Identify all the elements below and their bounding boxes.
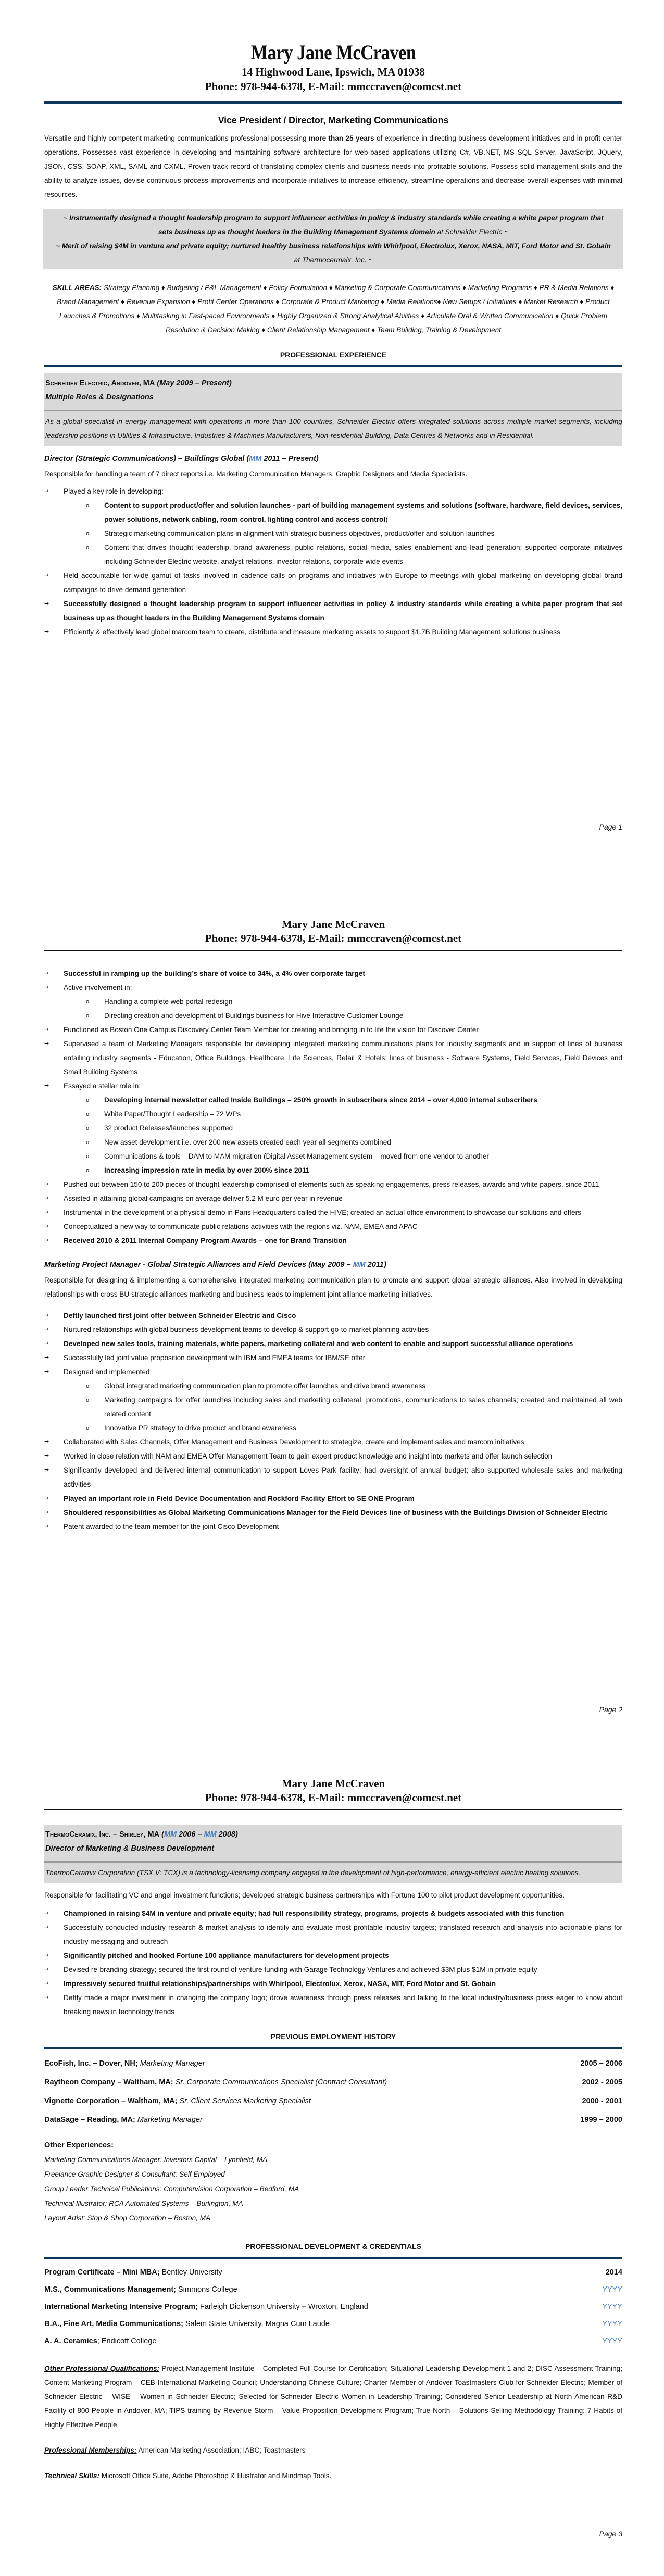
role-intro: Responsible for designing & implementing a comprehensive integrated marketing communication plan to promote and support global strategic alliances. Also involved in developing relationships with cross BU strategic alliances marketing and business leads to implement joint alliance marketing initiatives.: [44, 1276, 622, 1298]
arrow-bullet-icon: ➞: [44, 1523, 49, 1529]
candidate-contact: Phone: 978-944-6378, E-Mail: mmccraven@comcst.net: [205, 932, 462, 945]
list-item: ➞ Patent awarded to the team member for the joint Cisco Development: [44, 1519, 622, 1534]
role-title: Director (Strategic Communications) – Buildings Global (MM 2011 – Present): [44, 455, 319, 463]
arrow-bullet-icon: ➞: [44, 1495, 49, 1501]
other-experience-item: Freelance Graphic Designer & Consultant: Self Employed: [44, 2170, 225, 2178]
technical-skills: Technical Skills: Microsoft Office Suite, Adobe Photoshop & Illustrator and Mindmap Tools.: [44, 2472, 332, 2480]
achievement-list: [44, 1309, 622, 1534]
list-item: ➞ Worked in close relation with NAM and EMEA Offer Management Team to gain expert product knowledge and insight into markets and offer launch selection: [44, 1449, 622, 1463]
list-item: ➞ Significantly pitched and hooked Fortune 100 appliance manufacturers for development projects: [44, 1949, 622, 1963]
credential-row: M.S., Communications Management; Simmons College YYYY: [44, 2281, 622, 2298]
list-item: ➞ Active involvement in: o Handling a complete web portal redesign o Directing creation and development of Buildings business for Hive Interactive Customer Lounge: [44, 981, 622, 1023]
section-title-previous-employment: PREVIOUS EMPLOYMENT HISTORY: [270, 2032, 396, 2041]
list-item: ➞ Assisted in attaining global campaigns on average deliver 5.2 M euro per year in revenue: [44, 1191, 622, 1205]
arrow-bullet-icon: ➞: [44, 1340, 49, 1347]
circle-bullet-icon: o: [86, 531, 90, 537]
arrow-bullet-icon: ➞: [44, 1910, 49, 1916]
other-experience-item: Layout Artist: Stop & Shop Corporation – Boston, MA: [44, 2214, 211, 2222]
arrow-bullet-icon: ➞: [44, 1924, 49, 1930]
company-description: ThermoCeramix Corporation (TSX.V: TCX) is a technology-licensing company engaged in the development of high-performance, energy-efficient electric heating solutions.: [45, 1869, 581, 1877]
previous-employment-list: [44, 2054, 622, 2129]
arrow-bullet-icon: ➞: [44, 1237, 49, 1243]
arrow-bullet-icon: ➞: [44, 970, 49, 976]
date-placeholder: MM: [249, 455, 262, 463]
company-dates: (MM 2006 – MM 2008): [161, 1830, 238, 1839]
year-placeholder: YYYY: [602, 2285, 622, 2294]
sub-list-item: o Handling a complete web portal redesign: [44, 995, 622, 1009]
sub-list-item: o Communications & tools – DAM to MAM migration (Digital Asset Management system – moved from one vendor to another: [44, 1149, 622, 1163]
sub-list-item: o 32 product Releases/launches supported: [44, 1121, 622, 1135]
page-number: Page 3: [599, 2530, 622, 2538]
highlight-item: ~ Merit of raising $4M in venture and private equity; nurtured healthy business relationships with Whirlpool, Electrolux, Xerox, NASA, MIT, Ford Motor and St. Gobain at Thermocermaix, Inc. ~: [56, 242, 611, 264]
achievement-list: [44, 966, 622, 1248]
list-item: ➞ Deftly made a major investment in changing the company logo; drove awareness through press releases and talking to the local industry/business press eager to know about breaking news in technology trends: [44, 1991, 622, 2019]
sub-list-item: o Marketing campaigns for offer launches including sales and marketing collateral, promotions, communications to sales channels; created and maintained all web related content: [44, 1393, 622, 1421]
company-header-thermoceramix: [44, 1825, 622, 1883]
role-title: Director of Marketing & Business Development: [45, 1844, 214, 1853]
circle-bullet-icon: o: [86, 502, 90, 509]
list-item: ➞ Collaborated with Sales Channels, Offer Management and Business Development to strategize, create and implement sales and marcom initiatives: [44, 1435, 622, 1449]
page-number: Page 2: [599, 1705, 622, 1714]
list-item: ➞ Championed in raising $4M in venture and private equity; had full responsibility strategy, programs, projects & budgets associated with this function: [44, 1906, 622, 1920]
list-item: ➞ Pushed out between 150 to 200 pieces of thought leadership comprised of elements such as speaking engagements, press releases, awards and white papers, since 2011: [44, 1177, 622, 1191]
arrow-bullet-icon: ➞: [44, 572, 49, 579]
list-item: ➞ Efficiently & effectively lead global marcom team to create, distribute and measure marketing assets to support $1.7B Building Management solutions business: [44, 625, 622, 639]
credentials-list: [44, 2264, 622, 2350]
arrow-bullet-icon: ➞: [44, 600, 49, 607]
skill-areas-label: SKILL AREAS:: [52, 284, 102, 292]
sub-list-item: o Developing internal newsletter called Inside Buildings – 250% growth in subscribers since 2014 – over 4,000 internal subscribers: [44, 1093, 622, 1107]
sub-list-item: o Innovative PR strategy to drive product and brand awareness: [44, 1421, 622, 1435]
circle-bullet-icon: o: [86, 1125, 90, 1132]
page-number: Page 1: [599, 823, 622, 831]
resume-page-1: [0, 0, 664, 859]
year-placeholder: YYYY: [602, 2337, 622, 2345]
section-divider: [44, 2257, 622, 2259]
employment-row: EcoFish, Inc. – Dover, NH; Marketing Manager 2005 – 2006: [44, 2059, 622, 2068]
arrow-bullet-icon: ➞: [44, 1994, 49, 2001]
other-experiences-heading: Other Experiences:: [44, 2141, 114, 2150]
sub-list-item: o Strategic marketing communication plans in alignment with strategic business objectives, product/offer and solution launches: [44, 526, 622, 541]
arrow-bullet-icon: ➞: [44, 1312, 49, 1318]
arrow-bullet-icon: ➞: [44, 1040, 49, 1047]
achievement-list: [44, 484, 622, 639]
candidate-name: Mary Jane McCraven: [281, 1777, 385, 1790]
list-item: ➞ Deftly launched first joint offer between Schneider Electric and Cisco: [44, 1309, 622, 1323]
arrow-bullet-icon: ➞: [44, 1453, 49, 1459]
employment-row: Vignette Corporation – Waltham, MA; Sr. Client Services Marketing Specialist 2000 - 2001: [44, 2097, 622, 2105]
other-experience-item: Group Leader Technical Publications: Computervision Corporation – Bedford, MA: [44, 2185, 299, 2193]
list-item: ➞ Supervised a team of Marketing Managers responsible for developing integrated marketing communications plans for industry segments and in support of lines of business entailing industry segments - Education, Office Buildings, Healthcare, Life Sciences, Retail & Hotels; lines of business - Software Systems, Field Services, Field Devices and Small Building Systems: [44, 1037, 622, 1079]
highlight-item: ~ Instrumentally designed a thought leadership program to support influencer activities in policy & industry standards while creating a white paper program that sets business up as thought leaders in the Building Management Systems domain at Schneider Electric ~: [63, 214, 604, 236]
sub-list-item: o Increasing impression rate in media by over 200% since 2011: [44, 1163, 622, 1177]
company-subtitle: Multiple Roles & Designations: [45, 393, 154, 401]
year-placeholder: YYYY: [602, 2303, 622, 2311]
list-item: ➞ Nurtured relationships with global business development teams to develop & support go-to-market planning activities: [44, 1323, 622, 1337]
circle-bullet-icon: o: [86, 1425, 90, 1431]
list-item: ➞ Played a key role in developing: o Content to support product/offer and solution launches - part of building management systems and solutions (software, hardware, field devices, services, power solutions, network cabling, room control, lighting control and access control) o Strategic marketing communication plans in alignment with strategic business objectives, product/offer and solution launches o Content that drives thought leadership, brand awareness, public relations, social media, sales enablement and lead generation; supported corporate initiatives including Schneider Electric website, analyst relations, investor relations, corporate wide events: [44, 484, 622, 569]
section-divider: [44, 2047, 622, 2049]
professional-headline: Vice President / Director, Marketing Communications: [218, 115, 449, 125]
circle-bullet-icon: o: [86, 1111, 90, 1117]
employment-row: DataSage – Reading, MA; Marketing Manager 1999 – 2000: [44, 2116, 622, 2124]
arrow-bullet-icon: ➞: [44, 1354, 49, 1361]
section-title-experience: PROFESSIONAL EXPERIENCE: [280, 350, 387, 359]
sub-list-item: o Directing creation and development of Buildings business for Hive Interactive Customer Lounge: [44, 1009, 622, 1023]
list-item: ➞ Successfully conducted industry research & market analysis to identify and evaluate most profitable industry targets; translated research and analysis into actionable plans for industry messaging and outreach: [44, 1920, 622, 1949]
other-experience-item: Technical Illustrator: RCA Automated Systems – Burlington, MA: [44, 2200, 243, 2207]
arrow-bullet-icon: ➞: [44, 488, 49, 494]
list-item: ➞ Conceptualized a new way to communicate public relations activities with the regions viz. NAM, EMEA and APAC: [44, 1220, 622, 1234]
list-item: ➞ Played an important role in Field Device Documentation and Rockford Facility Effort to SE ONE Program: [44, 1491, 622, 1505]
arrow-bullet-icon: ➞: [44, 1952, 49, 1958]
company-header-schneider: [44, 373, 622, 446]
sub-list-item: o Content to support product/offer and solution launches - part of building management systems and solutions (software, hardware, field devices, services, power solutions, network cabling, room control, lighting control and access control): [44, 498, 622, 526]
company-description: As a global specialist in energy management with operations in more than 100 countries, Schneider Electric offers integrated solutions across multiple market segments, including leadership positions in Utilities & Infrastructure, Industries & Machines Manufacturers, Non-residential Building, Data Centres & Networks and in Residential.: [45, 418, 622, 439]
resume-page-2: [0, 859, 664, 1718]
circle-bullet-icon: o: [86, 1383, 90, 1389]
role-title: Marketing Project Manager - Global Strategic Alliances and Field Devices (May 2009 – MM 2011): [44, 1261, 386, 1269]
list-item: ➞ Functioned as Boston One Campus Discovery Center Team Member for creating and bringing in to life the vision for Discover Center: [44, 1023, 622, 1037]
arrow-bullet-icon: ➞: [44, 1326, 49, 1333]
date-placeholder: MM: [164, 1830, 177, 1839]
list-item: ➞ Instrumental in the development of a physical demo in Paris Headquarters called the HIVE; created an actual office environment to showcase our solutions and offers: [44, 1205, 622, 1220]
sub-list-item: o White Paper/Thought Leadership – 72 WPs: [44, 1107, 622, 1121]
list-item: ➞ Essayed a stellar role in: o Developing internal newsletter called Inside Buildings – 250% growth in subscribers since 2014 – over 4,000 internal subscribers o White Paper/Thought Leadership – 72 WPs o 32 product Releases/launches supported o New asset development i.e. over 200 new assets created each year all segments combined o Communications & tools – DAM to MAM migration (Digital Asset Management system – moved from one vendor to another o Increasing impression rate in media by over 200% since 2011: [44, 1079, 622, 1177]
candidate-contact: Phone: 978-944-6378, E-Mail: mmccraven@comcst.net: [205, 1791, 462, 1804]
circle-bullet-icon: o: [86, 1013, 90, 1019]
candidate-address: 14 Highwood Lane, Ipswich, MA 01938: [242, 66, 425, 78]
arrow-bullet-icon: ➞: [44, 984, 49, 990]
circle-bullet-icon: o: [86, 1153, 90, 1160]
arrow-bullet-icon: ➞: [44, 1083, 49, 1089]
other-qualifications: Other Professional Qualifications: Project Management Institute – Completed Full Course for Certification; Situational Leadership Development 1 and 2; DISC Assessment Training; Content Marketing Program – CEB International Marketing Council; Understanding Chinese Culture; Charter Member of Andover Toastmasters Club for Schneider Electric; Member of Schneider Electric – WISE – Women in Schneider Electric; Selected for Schneider Electric Women in Leadership Training; Considered Senior Leadership at North American R&D Facility of 800 People in Andover, MA; TIPS training by Revenue Storm – Value Proposition Development Program; True North – Solutions Selling Methodology Training; 7 Habits of Highly Effective People: [44, 2365, 622, 2429]
career-highlights-box: [43, 209, 623, 269]
arrow-bullet-icon: ➞: [44, 1439, 49, 1445]
year-placeholder: YYYY: [602, 2320, 622, 2328]
company-name: ThermoCeramix, Inc. – Shirley, MA: [45, 1830, 160, 1839]
credential-row: B.A., Fine Art, Media Communications; Salem State University, Magna Cum Laude YYYY: [44, 2316, 622, 2333]
arrow-bullet-icon: ➞: [44, 1966, 49, 1972]
list-item: ➞ Successful in ramping up the building’s share of voice to 34%, a 4% over corporate target: [44, 966, 622, 981]
circle-bullet-icon: o: [86, 545, 90, 551]
date-placeholder: MM: [353, 1261, 366, 1269]
sub-list-item: o Global integrated marketing communication plan to promote offer launches and drive brand awareness: [44, 1379, 622, 1393]
sub-list-item: o Content that drives thought leadership, brand awareness, public relations, social media, sales enablement and lead generation; supported corporate initiatives including Schneider Electric website, analyst relations, investor relations, corporate wide events: [44, 541, 622, 569]
list-item: ➞ Received 2010 & 2011 Internal Company Program Awards – one for Brand Transition: [44, 1234, 622, 1248]
arrow-bullet-icon: ➞: [44, 1223, 49, 1229]
role-intro: Responsible for facilitating VC and angel investment functions; developed strategic business partnerships with Fortune 100 to pilot product development opportunities.: [44, 1891, 565, 1899]
list-item: ➞ Designed and implemented: o Global integrated marketing communication plan to promote offer launches and drive brand awareness o Marketing campaigns for offer launches including sales and marketing collateral, promotions, communications to sales channels; created and maintained all web related content o Innovative PR strategy to drive product and brand awareness: [44, 1365, 622, 1435]
list-item: ➞ Developed new sales tools, training materials, white papers, marketing collateral and web content to enable and support successful alliance operations: [44, 1337, 622, 1351]
circle-bullet-icon: o: [86, 1397, 90, 1403]
section-divider: [44, 365, 622, 367]
arrow-bullet-icon: ➞: [44, 1195, 49, 1201]
credential-row: International Marketing Intensive Program; Farleigh Dickenson University – Wroxton, England YYYY: [44, 2298, 622, 2316]
list-item: ➞ Significantly developed and delivered internal communication to support Loves Park facility; had oversight of annual budget; also supported wholesale sales and marketing activities: [44, 1463, 622, 1491]
candidate-name: Mary Jane McCraven: [281, 918, 385, 931]
arrow-bullet-icon: ➞: [44, 1368, 49, 1375]
circle-bullet-icon: o: [86, 999, 90, 1005]
circle-bullet-icon: o: [86, 1167, 90, 1174]
list-item: ➞ Devised re-branding strategy; secured the first round of venture funding with Garage Technology Ventures and achieved $3M plus $1M in private equity: [44, 1963, 622, 1977]
arrow-bullet-icon: ➞: [44, 629, 49, 635]
header-divider: [44, 1809, 622, 1810]
arrow-bullet-icon: ➞: [44, 1980, 49, 1987]
resume-page-3: [0, 1718, 664, 2576]
sub-list-item: o New asset development i.e. over 200 new assets created each year all segments combined: [44, 1135, 622, 1149]
credential-row: Program Certificate – Mini MBA; Bentley University 2014: [44, 2268, 622, 2277]
arrow-bullet-icon: ➞: [44, 1026, 49, 1033]
arrow-bullet-icon: ➞: [44, 1209, 49, 1215]
list-item: ➞ Shouldered responsibilities as Global Marketing Communications Manager for the Field Devices line of business with the Buildings Division of Schneider Electric: [44, 1505, 622, 1519]
company-dates: (May 2009 – Present): [157, 379, 232, 387]
list-item: ➞ Successfully designed a thought leadership program to support influencer activities in policy & industry standards while creating a white paper program that set business up as thought leaders in the Building Management Systems domain: [44, 597, 622, 625]
company-name: Schneider Electric, Andover, MA: [45, 379, 155, 387]
header-divider: [44, 101, 622, 104]
circle-bullet-icon: o: [86, 1139, 90, 1146]
arrow-bullet-icon: ➞: [44, 1467, 49, 1473]
arrow-bullet-icon: ➞: [44, 1509, 49, 1515]
achievement-list: [44, 1906, 622, 2019]
candidate-name: Mary Jane McCraven: [250, 41, 416, 64]
list-item: ➞ Successfully led joint value proposition development with IBM and EMEA teams for IBM/SE offer: [44, 1351, 622, 1365]
summary-paragraph: Versatile and highly competent marketing communications professional possessing more than 25 years of experience in directing business development initiatives and in profit center operations. Possesses vast experience in developing and maintaining software architecture for web-based applications utilizing C#, VB.NET, MS SQL Server, JavaScript, JQuery, JSON, CSS, SOAP, XML, SAML and CXML. Proven track record of translating complex clients and business needs into profitable solutions. Possess solid management skills and the ability to analyze issues, devise continuous process improvements and incorporate initiatives to increase efficiency, streamline operations and decrease overall expenses with minimal resources.: [44, 134, 622, 198]
list-item: ➞ Impressively secured fruitful relationships/partnerships with Whirlpool, Electrolux, Xerox, NASA, MIT, Ford Motor and St. Gobain: [44, 1977, 622, 1991]
role-intro: Responsible for handling a team of 7 direct reports i.e. Marketing Communication Managers, Graphic Designers and Media Specialists.: [44, 470, 468, 478]
employment-row: Raytheon Company – Waltham, MA; Sr. Corporate Communications Specialist (Contract Consultant) 2002 - 2005: [44, 2078, 622, 2087]
professional-memberships: Professional Memberships: American Marketing Association; IABC; Toastmasters: [44, 2446, 306, 2454]
date-placeholder: MM: [204, 1830, 217, 1839]
list-item: ➞ Held accountable for wide gamut of tasks involved in cadence calls on programs and initiatives with Europe to meetings with global marketing on developing global brand campaigns to drive demand generation: [44, 569, 622, 597]
section-title-credentials: PROFESSIONAL DEVELOPMENT & CREDENTIALS: [245, 2242, 422, 2251]
candidate-contact: Phone: 978-944-6378, E-Mail: mmccraven@comcst.net: [205, 80, 462, 93]
circle-bullet-icon: o: [86, 1097, 90, 1103]
other-experience-item: Marketing Communications Manager: Investors Capital – Lynnfield, MA: [44, 2156, 268, 2164]
arrow-bullet-icon: ➞: [44, 1181, 49, 1187]
header-divider: [44, 950, 622, 951]
skill-areas: SKILL AREAS: Strategy Planning ♦ Budgeting / P&L Management ♦ Policy Formulation ♦ Marketing & Corporate Communications ♦ Marketing Programs ♦ PR & Media Relations ♦ Brand Management ♦ Revenue Expansion ♦ Profit Center Operations ♦ Corporate & Product Marketing ♦ Media Relations♦ New Setups / Initiatives ♦ Market Research ♦ Product Launches & Promotions ♦ Multitasking in Fast-paced Environments ♦ Highly Organized & Strong Analytical Abilities ♦ Articulate Oral & Written Communication ♦ Quick Problem Resolution & Decision Making ♦ Client Relationship Management ♦ Team Building, Training & Development: [52, 284, 615, 334]
credential-row: A. A. Ceramics; Endicott College YYYY: [44, 2333, 622, 2350]
